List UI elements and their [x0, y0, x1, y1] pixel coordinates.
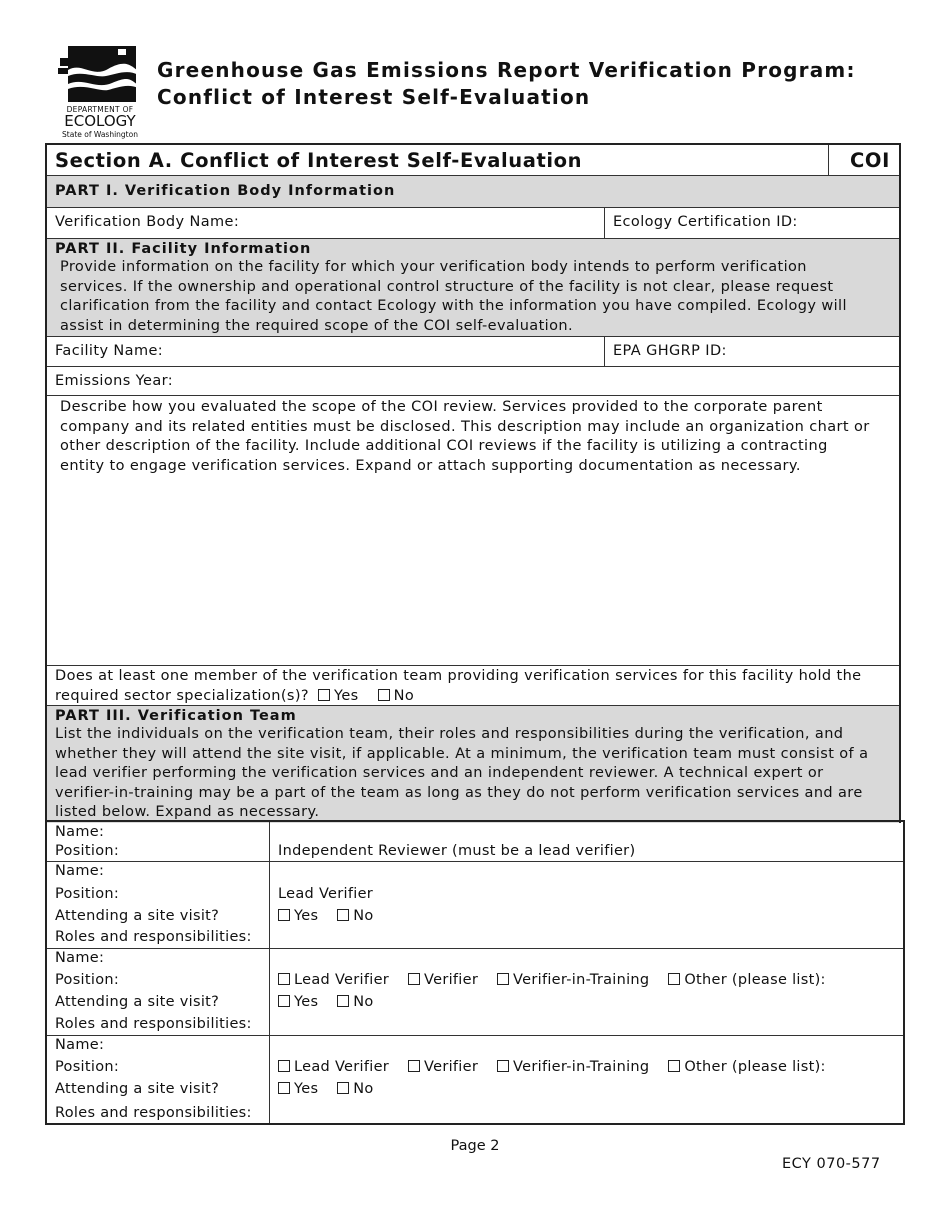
verifier-in-training-checkbox[interactable] [497, 1060, 509, 1072]
coi-scope-description-field[interactable] [47, 396, 899, 666]
member-position-label: Position: [55, 1059, 120, 1075]
specialization-yes-checkbox[interactable] [318, 689, 330, 701]
member-roles-label: Roles and responsibilities: [55, 929, 252, 945]
specialization-line-2: required sector specialization(s)? [55, 687, 309, 704]
sector-specialization-row [47, 666, 899, 706]
other-position-checkbox[interactable] [668, 1060, 680, 1072]
verifier-option-label: Verifier [424, 1059, 479, 1075]
section-title-row [47, 145, 899, 176]
lead-verifier-checkbox[interactable] [278, 973, 290, 985]
site-visit-options [278, 908, 374, 924]
logo-ecology-text: ECOLOGY [64, 112, 136, 130]
site-visit-yes-checkbox[interactable] [278, 909, 290, 921]
site-visit-no-checkbox[interactable] [337, 909, 349, 921]
part2-intro-line: services. If the ownership and operational control structure of the facility is not clear, please request [60, 278, 834, 295]
part2-intro-line: assist in determining the required scope of the COI self-evaluation. [60, 317, 573, 334]
member-site-visit-label: Attending a site visit? [55, 994, 220, 1010]
site-visit-yes-label: Yes [294, 994, 319, 1010]
team-member-row [47, 862, 903, 949]
part3-intro-line: List the individuals on the verification team, their roles and responsibilities during the verification, and [55, 726, 844, 742]
part1-heading-row [47, 176, 899, 208]
team-member-row [47, 822, 903, 862]
site-visit-yes-label: Yes [294, 908, 319, 924]
member-site-visit-label: Attending a site visit? [55, 908, 220, 924]
coi-scope-line: entity to engage verification services. Expand or attach supporting documentation as necessary. [60, 457, 801, 474]
part2-heading: PART II. Facility Information [55, 241, 312, 257]
other-position-option-label: Other (please list): [684, 1059, 826, 1075]
specialization-no-checkbox[interactable] [378, 689, 390, 701]
position-options [278, 972, 826, 988]
facility-name-row [47, 337, 899, 367]
verification-team-table [45, 820, 905, 1125]
specialization-line-1: Does at least one member of the verification team providing verification services for this facility hold the [55, 668, 862, 684]
other-position-option-label: Other (please list): [684, 972, 826, 988]
site-visit-yes-label: Yes [294, 1081, 319, 1097]
verifier-in-training-option-label: Verifier-in-Training [513, 972, 650, 988]
verification-body-name-field[interactable]: Verification Body Name: [55, 214, 240, 230]
specialization-yes-label: Yes [334, 687, 359, 704]
lead-verifier-option-label: Lead Verifier [294, 972, 390, 988]
logo-department-text: DEPARTMENT OF [66, 105, 134, 114]
team-member-row [47, 1036, 903, 1123]
sector-specialization-question [47, 667, 899, 706]
document-title-line-1: Greenhouse Gas Emissions Report Verification Program: [157, 58, 856, 82]
document-title-line-2: Conflict of Interest Self-Evaluation [157, 85, 591, 109]
member-name-label: Name: [55, 863, 105, 879]
emissions-year-field[interactable]: Emissions Year: [55, 373, 174, 389]
member-name-label: Name: [55, 824, 105, 840]
team-member-row [47, 949, 903, 1036]
part1-heading: PART I. Verification Body Information [55, 183, 396, 199]
section-code: COI [850, 149, 890, 172]
part3-intro-text [47, 725, 899, 823]
specialization-no-label: No [393, 687, 415, 704]
coi-scope-line: company and its related entities must be disclosed. This description may include an organization chart or [60, 418, 870, 435]
ecology-wave-emblem [58, 44, 144, 104]
lead-verifier-option-label: Lead Verifier [294, 1059, 390, 1075]
emissions-year-row [47, 367, 899, 396]
part3-heading: PART III. Verification Team [55, 708, 297, 724]
member-roles-label: Roles and responsibilities: [55, 1016, 252, 1032]
part3-intro-row [47, 706, 899, 823]
coi-form-frame [45, 143, 901, 823]
document-title [157, 57, 856, 111]
site-visit-options [278, 994, 374, 1010]
part3-intro-line: whether they will attend the site visit, if applicable. At a minimum, the verification team must consist of a [55, 745, 869, 762]
ecology-certification-id-field[interactable]: Ecology Certification ID: [613, 214, 798, 230]
epa-ghgrp-id-field[interactable]: EPA GHGRP ID: [613, 343, 727, 359]
independent-reviewer-position: Independent Reviewer (must be a lead verifier) [278, 843, 636, 859]
lead-verifier-position: Lead Verifier [278, 886, 374, 902]
section-title: Section A. Conflict of Interest Self-Evaluation [55, 149, 583, 172]
member-name-label: Name: [55, 1037, 105, 1053]
part2-intro-line: clarification from the facility and contact Ecology with the information you have compiled. Ecology will [60, 298, 847, 314]
site-visit-no-label: No [353, 994, 374, 1010]
verifier-checkbox[interactable] [408, 973, 420, 985]
site-visit-yes-checkbox[interactable] [278, 995, 290, 1007]
member-name-label: Name: [55, 950, 105, 966]
other-position-checkbox[interactable] [668, 973, 680, 985]
logo-state-text: State of Washington [62, 130, 138, 139]
part2-intro-line: Provide information on the facility for which your verification body intends to perform verification [60, 259, 807, 275]
part3-intro-line: lead verifier performing the verification services and an independent reviewer. A technical expert or [55, 765, 824, 781]
page-number: Page 2 [450, 1138, 500, 1154]
site-visit-no-checkbox[interactable] [337, 1082, 349, 1094]
member-position-label: Position: [55, 886, 120, 902]
site-visit-options [278, 1081, 374, 1097]
part2-intro-text [47, 258, 899, 336]
verifier-in-training-option-label: Verifier-in-Training [513, 1059, 650, 1075]
site-visit-no-checkbox[interactable] [337, 995, 349, 1007]
verifier-checkbox[interactable] [408, 1060, 420, 1072]
site-visit-no-label: No [353, 908, 374, 924]
member-site-visit-label: Attending a site visit? [55, 1081, 220, 1097]
coi-scope-line: Describe how you evaluated the scope of the COI review. Services provided to the corporate parent [60, 399, 823, 415]
part2-intro-row [47, 239, 899, 337]
site-visit-no-label: No [353, 1081, 374, 1097]
part3-intro-line: listed below. Expand as necessary. [55, 804, 320, 820]
form-number: ECY 070-577 [782, 1156, 881, 1172]
member-position-label: Position: [55, 843, 120, 859]
facility-name-field[interactable]: Facility Name: [55, 343, 164, 359]
coi-scope-instructions [47, 398, 899, 476]
part3-intro-line: verifier-in-training may be a part of the team as long as they do not perform verification services and are [55, 784, 863, 801]
coi-scope-line: other description of the facility. Include additional COI reviews if the facility is utilizing a contracting [60, 438, 828, 454]
ecology-logo [58, 44, 144, 140]
verification-body-row [47, 208, 899, 239]
lead-verifier-checkbox[interactable] [278, 1060, 290, 1072]
verifier-in-training-checkbox[interactable] [497, 973, 509, 985]
member-position-label: Position: [55, 972, 120, 988]
site-visit-yes-checkbox[interactable] [278, 1082, 290, 1094]
verifier-option-label: Verifier [424, 972, 479, 988]
member-roles-label: Roles and responsibilities: [55, 1105, 252, 1121]
position-options [278, 1059, 826, 1075]
